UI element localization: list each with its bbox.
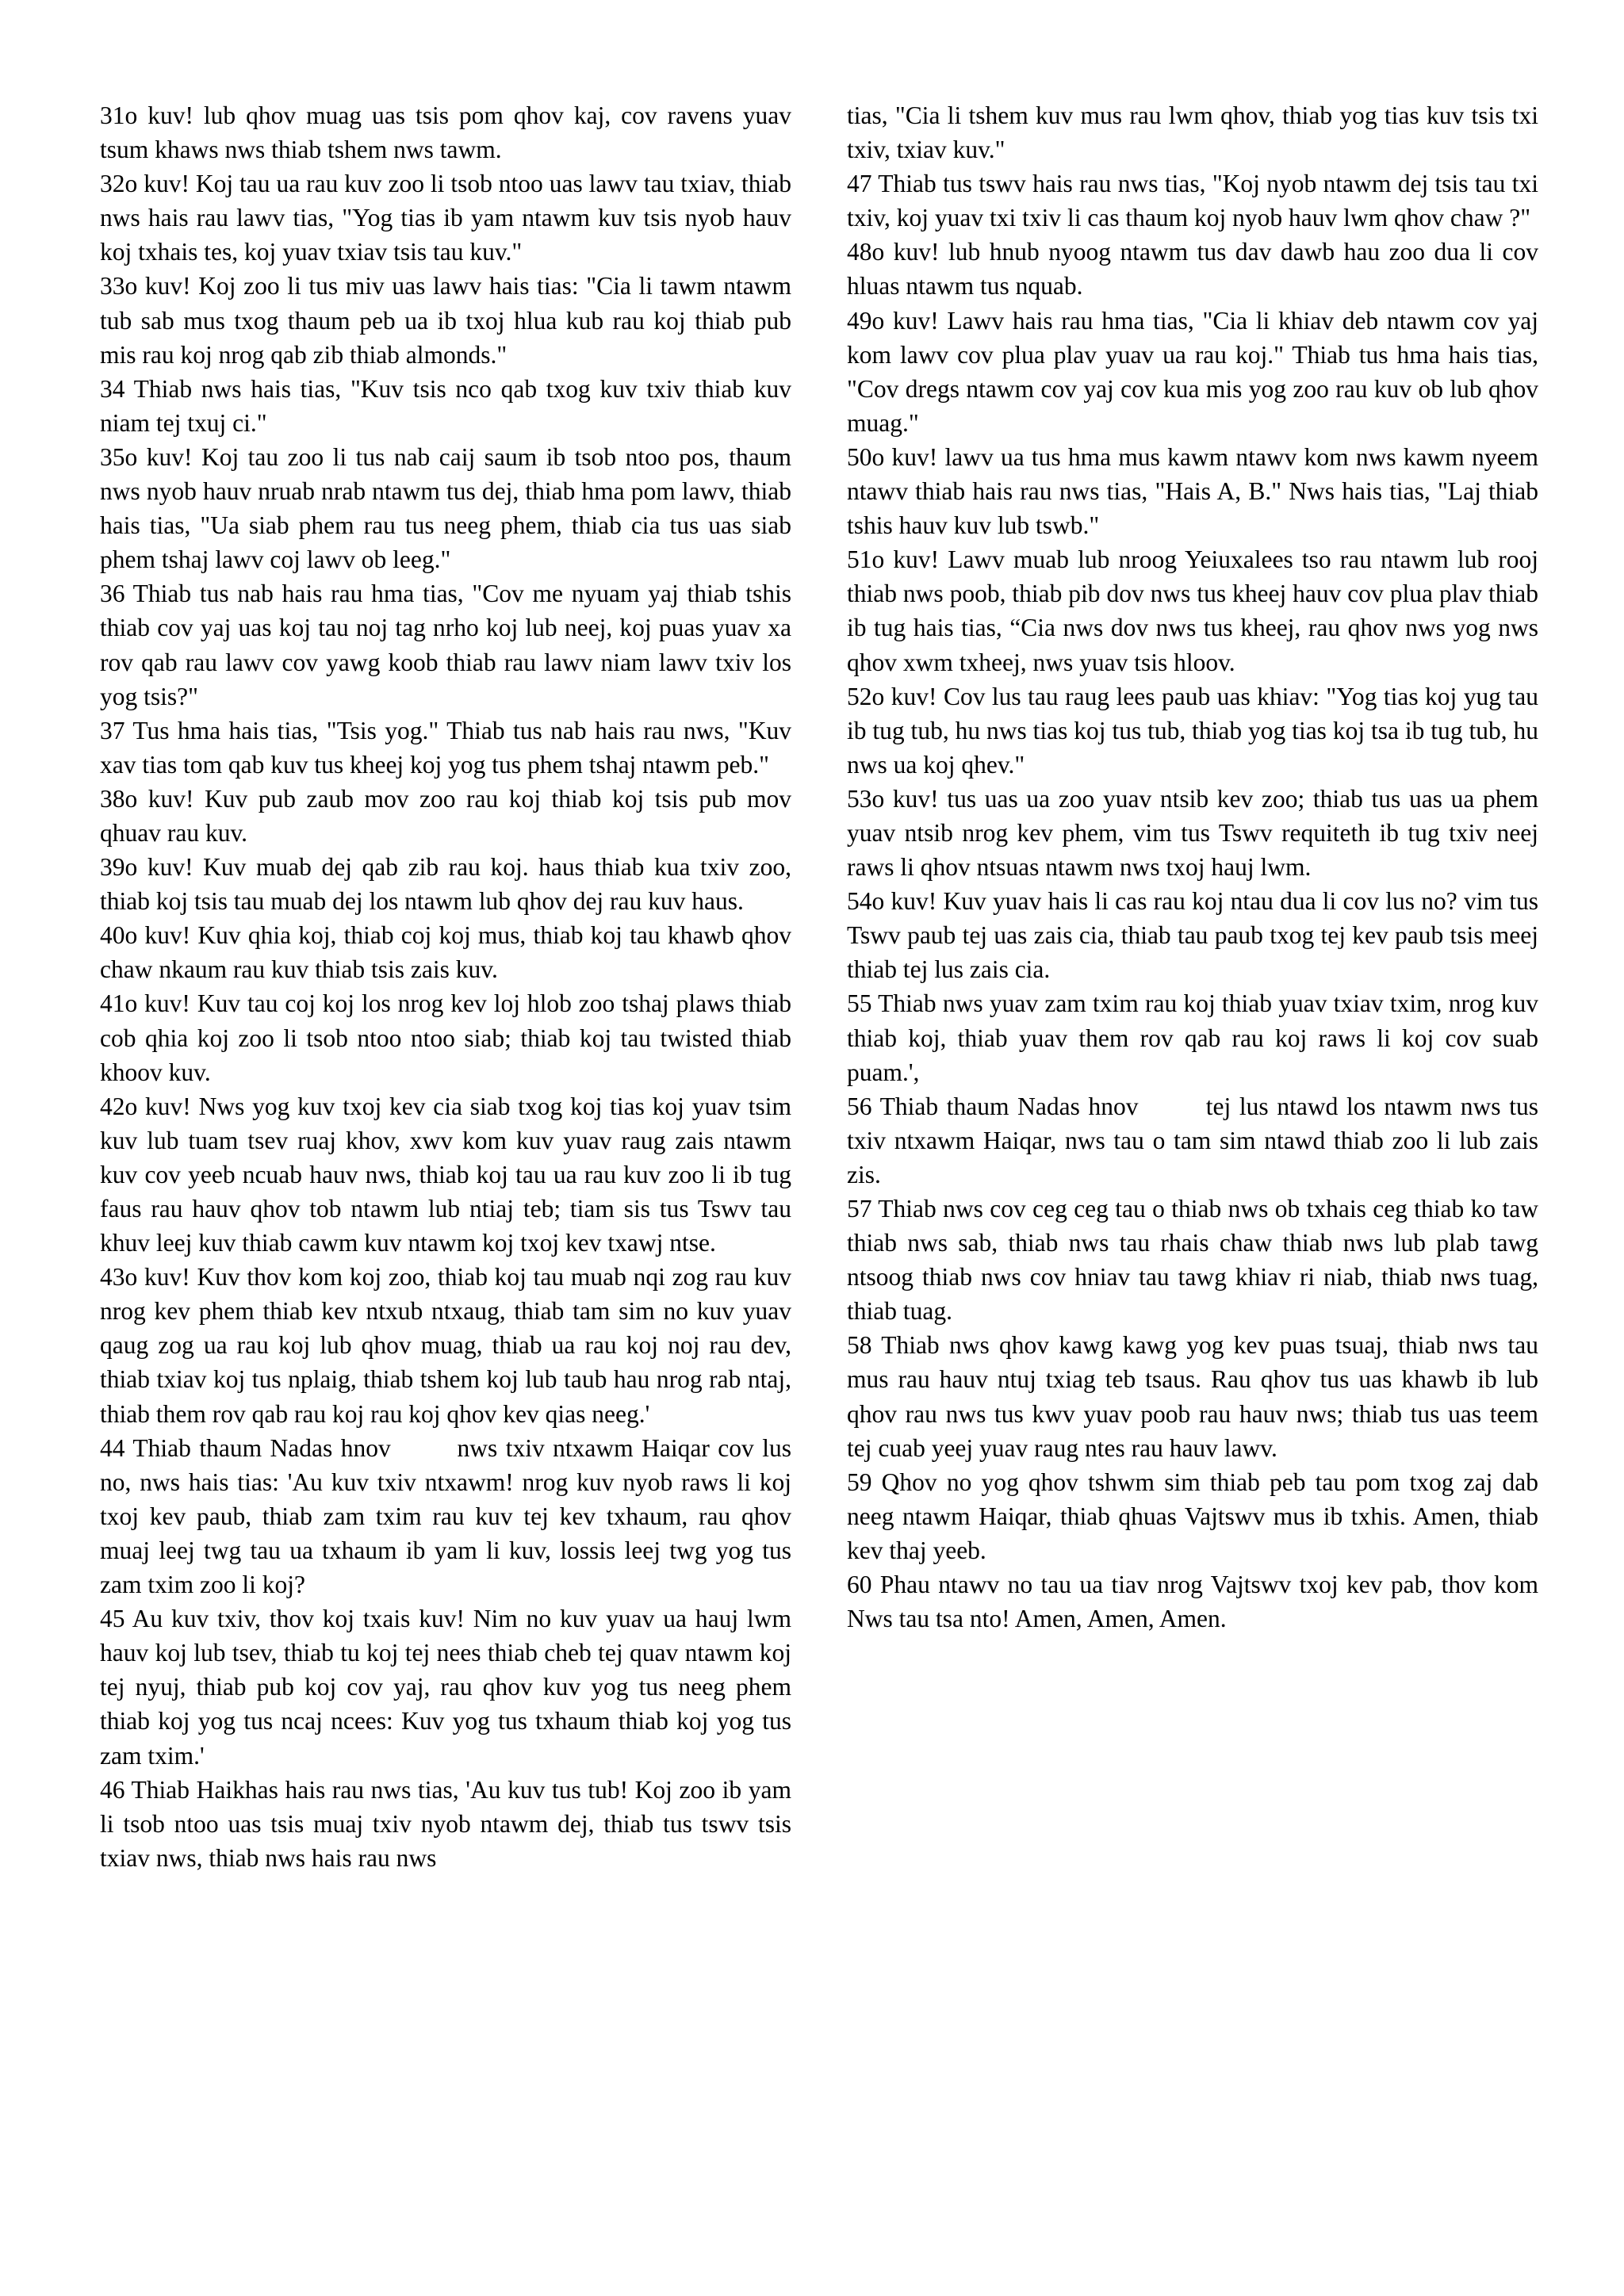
- verse-37: 37 Tus hma hais tias, "Tsis yog." Thiab tus nab hais rau nws, "Kuv xav tias tom qab kuv tus kheej koj yog tus phem tshaj ntawm peb.": [100, 716, 798, 779]
- verse-46-continued: tias, "Cia li tshem kuv mus rau lwm qhov, thiab yog tias kuv tsis txi txiv, txiav kuv.": [847, 101, 1545, 164]
- verse-49: 49o kuv! Lawv hais rau hma tias, "Cia li khiav deb ntawm cov yaj kom lawv cov plua plav yuav ua rau koj." Thiab tus hma hais tias, "Cov dregs ntawm cov yaj cov kua mis yog zoo rau kuv ob lub qhov muag.": [847, 306, 1545, 437]
- verse-38: 38o kuv! Kuv pub zaub mov zoo rau koj thiab koj tsis pub mov qhuav rau kuv.: [100, 784, 798, 847]
- verse-43: 43o kuv! Kuv thov kom koj zoo, thiab koj tau muab nqi zog rau kuv nrog kev phem thiab kev ntxub ntxaug, thiab tam sim no kuv yuav qaug zog ua rau koj lub qhov muag, thiab ua rau koj noj rau dev, thiab txiav koj tus nplaig, thiab tshem koj lub taub hau nrog rab ntaj, thiab them rov qab rau koj rau koj qhov kev qias neeg.': [100, 1263, 798, 1428]
- verse-56: 56 Thiab thaum Nadas hnov tej lus ntawd los ntawm nws tus txiv ntxawm Haiqar, nws tau o tam sim ntawd thiab zoo li lub zais zis.: [847, 1092, 1545, 1188]
- verse-60: 60 Phau ntawv no tau ua tiav nrog Vajtswv txoj kev pab, thov kom Nws tau tsa nto! Amen, Amen, Amen.: [847, 1571, 1545, 1633]
- verse-40: 40o kuv! Kuv qhia koj, thiab coj koj mus, thiab koj tau khawb qhov chaw nkaum rau kuv thiab tsis zais kuv.: [100, 921, 798, 984]
- verse-35: 35o kuv! Koj tau zoo li tus nab caij saum ib tsob ntoo pos, thaum nws nyob hauv nruab nrab ntawm tus dej, thiab hma pom lawv, thiab hais tias, "Ua siab phem rau tus neeg phem, thiab cia tus uas siab phem tshaj lawv coj lawv ob leeg.": [100, 442, 798, 574]
- verse-34: 34 Thiab nws hais tias, "Kuv tsis nco qab txog kuv txiv thiab kuv niam tej txuj ci.": [100, 374, 798, 437]
- verse-45: 45 Au kuv txiv, thov koj txais kuv! Nim no kuv yuav ua hauj lwm hauv koj lub tsev, thiab tu koj tej nees thiab cheb tej quav ntawm koj tej nyuj, thiab pub koj cov yaj, rau qhov kuv yog tus neeg phem thiab koj yog tus ncaj ncees: Kuv yog tus txhaum thiab koj yog tus zam txim.': [100, 1605, 798, 1770]
- verse-36: 36 Thiab tus nab hais rau hma tias, "Cov me nyuam yaj thiab tshis thiab cov yaj uas koj tau noj tag nrho koj lub neej, koj puas yuav xa rov qab rau lawv cov yawg koob thiab rau lawv niam lawv txiv los yog tsis?": [100, 580, 798, 710]
- verse-32: 32o kuv! Koj tau ua rau kuv zoo li tsob ntoo uas lawv tau txiav, thiab nws hais rau lawv tias, "Yog tias ib yam ntawm kuv tsis nyob hauv koj txhais tes, koj yuav txiav tsis tau kuv.": [100, 170, 798, 266]
- verse-59: 59 Qhov no yog qhov tshwm sim thiab peb tau pom txog zaj dab neeg ntawm Haiqar, thiab qhuas Vajtswv mus ib txhis. Amen, thiab kev thaj yeeb.: [847, 1468, 1545, 1564]
- verse-53: 53o kuv! tus uas ua zoo yuav ntsib kev zoo; thiab tus uas ua phem yuav ntsib nrog kev phem, vim tus Tswv requiteth ib tug txiv neej raws li qhov ntsuas ntawm nws txoj hauj lwm.: [847, 784, 1545, 882]
- verse-48: 48o kuv! lub hnub nyoog ntawm tus dav dawb hau zoo dua li cov hluas ntawm tus nquab.: [847, 238, 1545, 300]
- right-column: [847, 98, 1545, 2223]
- verse-42: 42o kuv! Nws yog kuv txoj kev cia siab txog koj tias koj yuav tsim kuv lub tuam tsev ruaj khov, xwv kom kuv yuav raug zais ntawm kuv cov yeeb ncuab hauv nws, thiab koj tau ua rau kuv zoo li ib tug faus rau hauv qhov tob ntawm lub ntiaj teb; tiam sis tus Tswv tau khuv leej kuv thiab cawm kuv ntawm koj txoj kev txawj ntse.: [100, 1092, 798, 1257]
- verse-58: 58 Thiab nws qhov kawg kawg yog kev puas tsuaj, thiab nws tau mus rau hauv ntuj txiag teb tsaus. Rau qhov tus uas khawb ib lub qhov rau nws tus kwv yuav poob rau hauv nws; thiab tus uas teem tej cuab yeej yuav raug ntes rau hauv lawv.: [847, 1331, 1545, 1462]
- verse-41: 41o kuv! Kuv tau coj koj los nrog kev loj hlob zoo tshaj plaws thiab cob qhia koj zoo li tsob ntoo ntoo siab; thiab koj tau twisted thiab khoov kuv.: [100, 989, 798, 1086]
- verse-51: 51o kuv! Lawv muab lub nroog Yeiuxalees tso rau ntawm lub rooj thiab nws poob, thiab pib dov nws tus kheej hauv cov plua plav thiab ib tug hais tias, “Cia nws dov nws tus kheej, rau qhov nws yog nws qhov xwm txheej, nws yuav tsis hloov.: [847, 545, 1545, 676]
- verse-33: 33o kuv! Koj zoo li tus miv uas lawv hais tias: "Cia li tawm ntawm tub sab mus txog thaum peb ua ib txoj hlua kub rau koj thiab pub mis rau koj nrog qab zib thiab almonds.": [100, 272, 798, 369]
- left-column: [100, 98, 798, 2223]
- verse-52: 52o kuv! Cov lus tau raug lees paub uas khiav: "Yog tias koj yug tau ib tug tub, hu nws tias koj tus tub, thiab yog tias koj tsa ib tug tub, hu nws ua koj qhev.": [847, 682, 1545, 779]
- verse-50: 50o kuv! lawv ua tus hma mus kawm ntawv kom nws kawm nyeem ntawv thiab hais rau nws tias, "Hais A, B." Nws hais tias, "Laj thiab tshis hauv kuv lub tswb.": [847, 442, 1545, 540]
- verse-54: 54o kuv! Kuv yuav hais li cas rau koj ntau dua li cov lus no? vim tus Tswv paub tej uas zais cia, thiab tau paub txog tej kev paub tsis meej thiab tej lus zais cia.: [847, 887, 1545, 984]
- document-page: [100, 98, 1545, 2223]
- verse-47: 47 Thiab tus tswv hais rau nws tias, "Koj nyob ntawm dej tsis tau txi txiv, koj yuav txi txiv li cas thaum koj nyob hauv lwm qhov chaw ?": [847, 170, 1545, 232]
- verse-57: 57 Thiab nws cov ceg ceg tau o thiab nws ob txhais ceg thiab ko taw thiab nws sab, thiab nws tau rhais chaw thiab nws lub plab tawg ntsoog thiab nws cov hniav tau tawg khiav ri niab, thiab nws tuag, thiab tuag.: [847, 1195, 1545, 1326]
- verse-46-start: 46 Thiab Haikhas hais rau nws tias, 'Au kuv tus tub! Koj zoo ib yam li tsob ntoo uas tsis muaj txiv nyob ntawm dej, thiab tus tswv tsis txiav nws, thiab nws hais rau nws: [100, 1775, 798, 1872]
- verse-55: 55 Thiab nws yuav zam txim rau koj thiab yuav txiav txim, nrog kuv thiab koj, thiab yuav them rov qab rau koj raws li koj cov suab puam.',: [847, 989, 1545, 1086]
- verse-31: 31o kuv! lub qhov muag uas tsis pom qhov kaj, cov ravens yuav tsum khaws nws thiab tshem nws tawm.: [100, 101, 798, 164]
- verse-39: 39o kuv! Kuv muab dej qab zib rau koj. haus thiab kua txiv zoo, thiab koj tsis tau muab dej los ntawm lub qhov dej rau kuv haus.: [100, 853, 798, 916]
- verse-44: 44 Thiab thaum Nadas hnov nws txiv ntxawm Haiqar cov lus no, nws hais tias: 'Au kuv txiv ntxawm! nrog kuv nyob raws li koj txoj kev paub, thiab zam txim rau kuv tej kev txhaum, rau qhov muaj leej twg tau ua txhaum ib yam li kuv, lossis leej twg yog tus zam txim zoo li koj?: [100, 1433, 798, 1599]
